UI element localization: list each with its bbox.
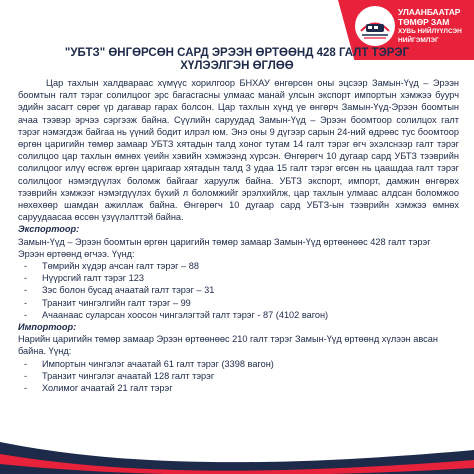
- brand-sub-line2: НИЙГЭМЛЭГ: [398, 37, 439, 44]
- brand-name: [398, 7, 474, 45]
- list-item: - Транзит чингэлгийн галт тэрэг – 99: [18, 297, 459, 309]
- list-item: - Төмрийн хүдэр ачсан галт тэрэг – 88: [18, 260, 459, 272]
- list-item: - Импортын чингэлэг ачаатай 61 галт тэрэг (3398 вагон): [18, 358, 459, 370]
- export-lead: Замын-Үүд – Эрээн боомтын өргөн царигийн төмөр замаар Замын-Үүд өртөөнөөс 428 галт тэрэг Эрээн өртөөнд өгчээ. Үүнд:: [18, 236, 431, 259]
- list-item: - Ачаанаас суларсан хоосон чингэлэгтэй галт тэрэг - 87 (4102 вагон): [18, 309, 459, 321]
- article-paragraph: Цар тахлын халдвараас хүмүүс хорилгоор БНХАУ өнгөрсөн оны эцсээр Замын-Үүд – Эрээн боомтын галт тэрэг солилцоог эрс багасгасны улмаас манай улсын экспорт импортын хэмжээ буурч эдийн засагт сөрөг үр дагавар гарах болсон. Цар тахлын хүнд үе өнгөрч Замын-Үүд-Эрээн боомтын ачаа тээвэр эрчээ сэргээж байна. Сүүлийн саруудад Замын-Үүд – Эрээн боомтоор солилцох галт тэрэг нэмэгдэж байгаа нь үүний бодит илрэл юм. Энэ оны 9 дүгээр сарын 24-ний өдрөөс тус боомтоор өргөн царигийн төмөр замаар УБТЗ хятадын талд хоног тутам 14 галт тэрэг өгч эхэлснээр галт тэрэг солилцоо цар тахлын өмнөх үеийн хэвийн хэмжээнд хүрсэн. Өнгөрөгч 10 дугаар сард УБТЗ тээврийн солилцоог илүү өсгөж өргөн царигаар хятадын талд 3 удаа 15 галт тэрэг өгсөн нь цаашдаа галт тэрэг солилцоог нэмэгдүүлэх боломж байгааг харуулж байна. УБТЗ экспорт, импорт, дамжин өнгөрөх тээврийн хэмжээг нэмэгдүүлэх бүхий л боломжийг эрэлхийлж, цар тахлын улмаас алдсан боломжоо нөхөхөөр шамдан ажиллаж байна. Өнгөрөгч 10 дугаар сард УБТЗ-ын тээврийн хэмжээ өмнөх саруудаасаа өссөн үзүүлэлттэй байна.: [18, 78, 459, 223]
- export-heading: Экспортоор:: [18, 224, 80, 235]
- list-item: - Нүүрсгий галт тэрэг 123: [18, 272, 459, 284]
- list-item: - Транзит чингэлэг ачаатай 128 галт тэрэг: [18, 370, 459, 382]
- brand-sub-line1: ХУВЬ НИЙЛҮҮЛСЭН: [398, 28, 462, 35]
- bottom-wave-decoration: [0, 424, 474, 474]
- article-body: [18, 77, 459, 394]
- article-title-line1: "УБТЗ" ӨНГӨРСӨН САРД ЭРЭЭН ӨРТӨӨНД 428 ГАЛТ ТЭРЭГ: [64, 47, 410, 59]
- article-title: [18, 47, 456, 73]
- import-heading: Импортоор:: [18, 322, 77, 333]
- list-item: - Холимог ачаатай 21 галт тэрэг: [18, 382, 459, 394]
- brand-name-line2: ТӨМӨР ЗАМ: [398, 17, 450, 27]
- export-list: [18, 260, 459, 321]
- list-item: - Зэс болон бусад ачаатай галт тэрэг – 31: [18, 284, 459, 296]
- import-list: [18, 358, 459, 395]
- brand-name-line1: УЛААНБААТАР: [398, 7, 461, 17]
- brand-logo-icon: [355, 6, 395, 46]
- article-title-line2: ХҮЛЭЭЛГЭН ӨГЛӨӨ: [180, 60, 294, 72]
- import-lead: Нарийн царигийн төмөр замаар Эрээн өртөөнөөс 210 галт тэрэг Замын-Үүд өртөөнд хүлээн авсан байна. Үүнд:: [18, 334, 438, 357]
